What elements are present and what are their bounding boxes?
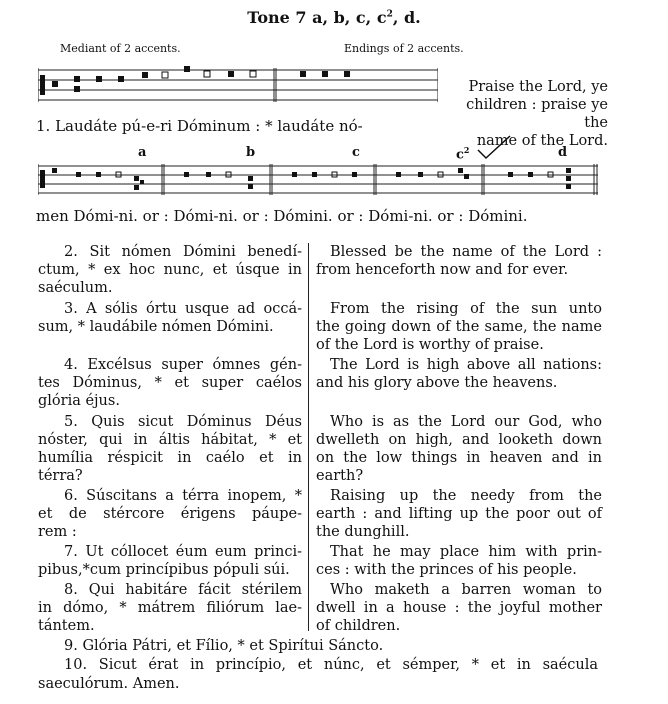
verse-8-latin: 8. Qui habitáre fácit stérilem in dómo, * mátrem filiórum lae- tántem.	[38, 582, 302, 634]
ending-letter-b: b	[246, 145, 256, 160]
verse-3-latin: 3. A sólis órtu usque ad occá- sum, * laudábile nómen Dómini.	[38, 301, 302, 335]
endings-staff	[38, 160, 598, 206]
doxology-verse-9: 9. Glória Pátri, et Fílio, * et Spirítui Sáncto.	[64, 638, 384, 654]
verse-2-english: Blessed be the name of the Lord : from henceforth now and for ever.	[316, 244, 602, 278]
verse-4-english: The Lord is high above all nations: and his glory above the heavens.	[316, 357, 602, 391]
intro-latin: 1. Laudáte pú-e-ri Dóminum : * laudáte nó-	[36, 117, 363, 135]
page-title: Tone 7 a, b, c, $c^2$, d.	[247, 8, 421, 27]
verse-3-english: From the rising of the sun unto the going down of the same, the name of the Lord is worthy of praise.	[316, 301, 602, 353]
verse-4-latin: 4. Excélsus super ómnes gén- tes Dóminus, * et super caélos glória éjus.	[38, 357, 302, 409]
ending-letter-c: c	[352, 145, 360, 160]
verse-2-latin: 2. Sit nómen Dómini benedí- ctum, * ex hoc nunc, et úsque in saéculum.	[38, 244, 302, 296]
verse-5-latin: 5. Quis sicut Dóminus Déus nóster, qui in áltis hábitat, * et humília réspicit in caélo et in térra?	[38, 414, 302, 484]
column-divider	[308, 243, 309, 631]
mediant-staff	[38, 62, 438, 112]
ending-letter-a: a	[138, 145, 147, 160]
endings-label: Endings of 2 accents.	[344, 42, 464, 55]
handwritten-check-icon	[476, 134, 512, 162]
verse-5-english: Who is as the Lord our God, who dwelleth on high, and looketh down on the low things in heaven and in earth?	[316, 414, 602, 484]
verse-8-english: Who maketh a barren woman to dwell in a house : the joyful mother of children.	[316, 582, 602, 634]
ending-letter-c2: $c^2$	[456, 145, 470, 163]
verse-7-latin: 7. Ut cóllocet éum eum princi- pibus,*cum princípibus pópuli súi.	[38, 544, 302, 578]
c-clef-icon	[40, 75, 45, 85]
doxology-verse-10-end: saeculórum. Amen.	[38, 676, 180, 692]
mediant-label: Mediant of 2 accents.	[60, 42, 181, 55]
verse-6-latin: 6. Súscitans a térra inopem, * et de stércore érigens páupe- rem :	[38, 488, 302, 540]
intro-english: Praise the Lord, ye children : praise ye the name of the Lord.	[466, 79, 608, 149]
verse-7-english: That he may place him with prin- ces : with the princes of his people.	[316, 544, 602, 578]
verse-6-english: Raising up the needy from the earth : and lifting up the poor out of the dunghill.	[316, 488, 602, 540]
doxology-verse-10: 10. Sicut érat in princípio, et núnc, et sémper, * et in saécula	[64, 657, 598, 673]
ending-letter-d: d	[558, 145, 568, 160]
ending-text: men Dómi-ni. or : Dómi-ni. or : Dómini. or : Dómi-ni. or : Dómini.	[36, 207, 528, 225]
